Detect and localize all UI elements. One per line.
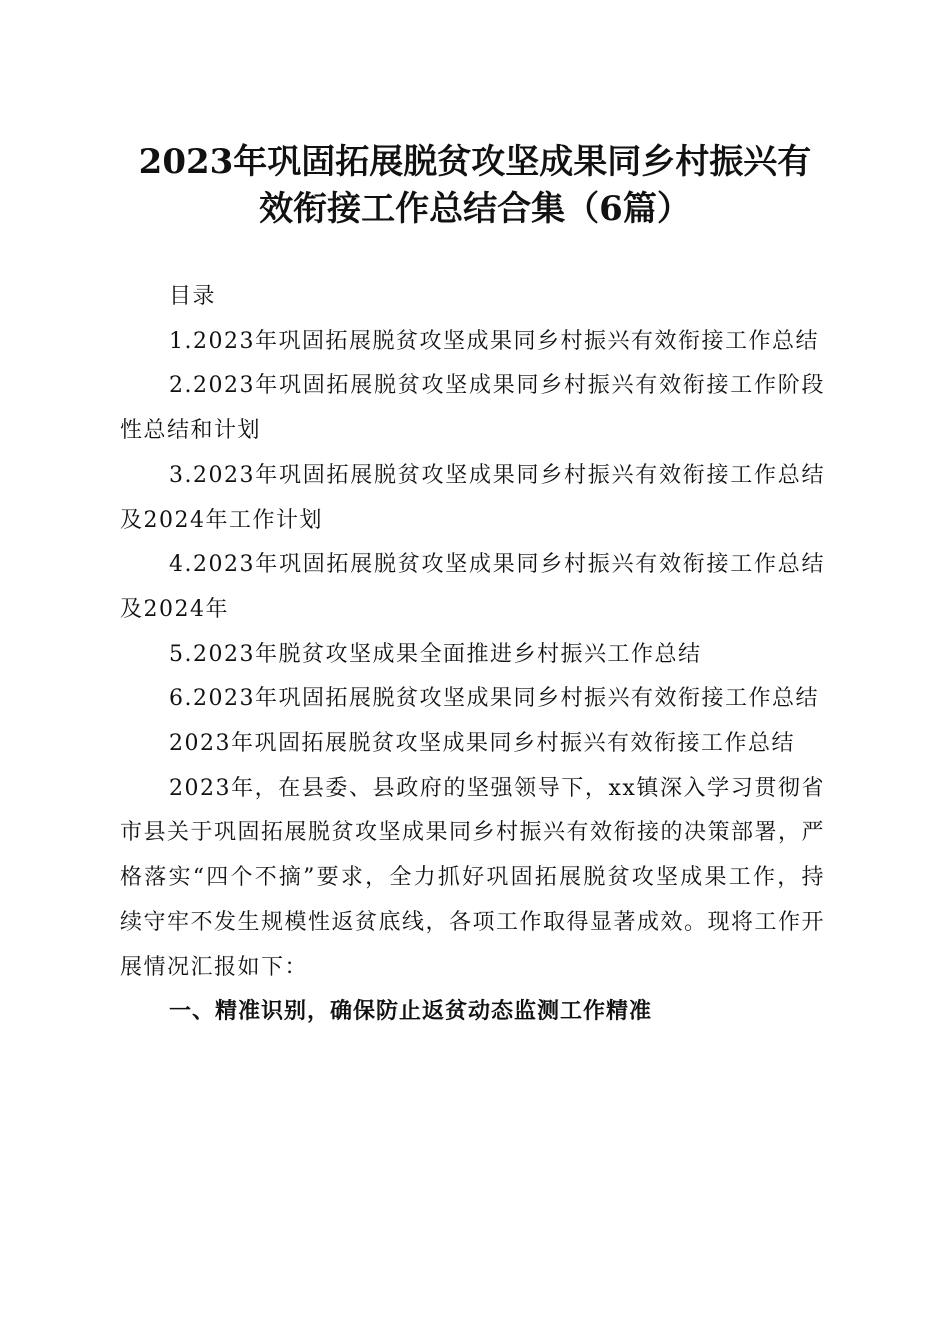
document-title-line-1: 2023年巩固拓展脱贫攻坚成果同乡村振兴有: [138, 142, 812, 182]
section-title: 2023年巩固拓展脱贫攻坚成果同乡村振兴有效衔接工作总结: [169, 731, 795, 757]
toc-item-2: 2.2023年巩固拓展脱贫攻坚成果同乡村振兴有效衔接工作阶段性总结和计划: [120, 373, 825, 444]
toc-label: 目录: [169, 284, 217, 309]
intro-paragraph: 2023年，在县委、县政府的坚强领导下，xx镇深入学习贯彻省市县关于巩固拓展脱贫攻坚成果同乡村振兴有效衔接的决策部署，严格落实“四个不摘”要求，全力抓好巩固拓展脱贫攻坚成果工作，持续守牢不发生规模性返贫底线，各项工作取得显著成效。现将工作开展情况汇报如下：: [120, 775, 826, 980]
section-heading-1: 一、精准识别，确保防止返贫动态监测工作精准: [169, 999, 653, 1025]
toc-item-4: 4.2023年巩固拓展脱贫攻坚成果同乡村振兴有效衔接工作总结及2024年: [120, 552, 825, 622]
toc-item-1: 1.2023年巩固拓展脱贫攻坚成果同乡村振兴有效衔接工作总结: [169, 328, 819, 354]
toc-item-3: 3.2023年巩固拓展脱贫攻坚成果同乡村振兴有效衔接工作总结及2024年工作计划: [120, 462, 825, 533]
toc-item-6: 6.2023年巩固拓展脱贫攻坚成果同乡村振兴有效衔接工作总结: [169, 686, 819, 712]
document-body: [120, 275, 825, 1035]
toc-item-5: 5.2023年脱贫攻坚成果全面推进乡村振兴工作总结: [169, 641, 702, 667]
document-title-line-2: 效衔接工作总结合集（6篇）: [259, 189, 691, 229]
